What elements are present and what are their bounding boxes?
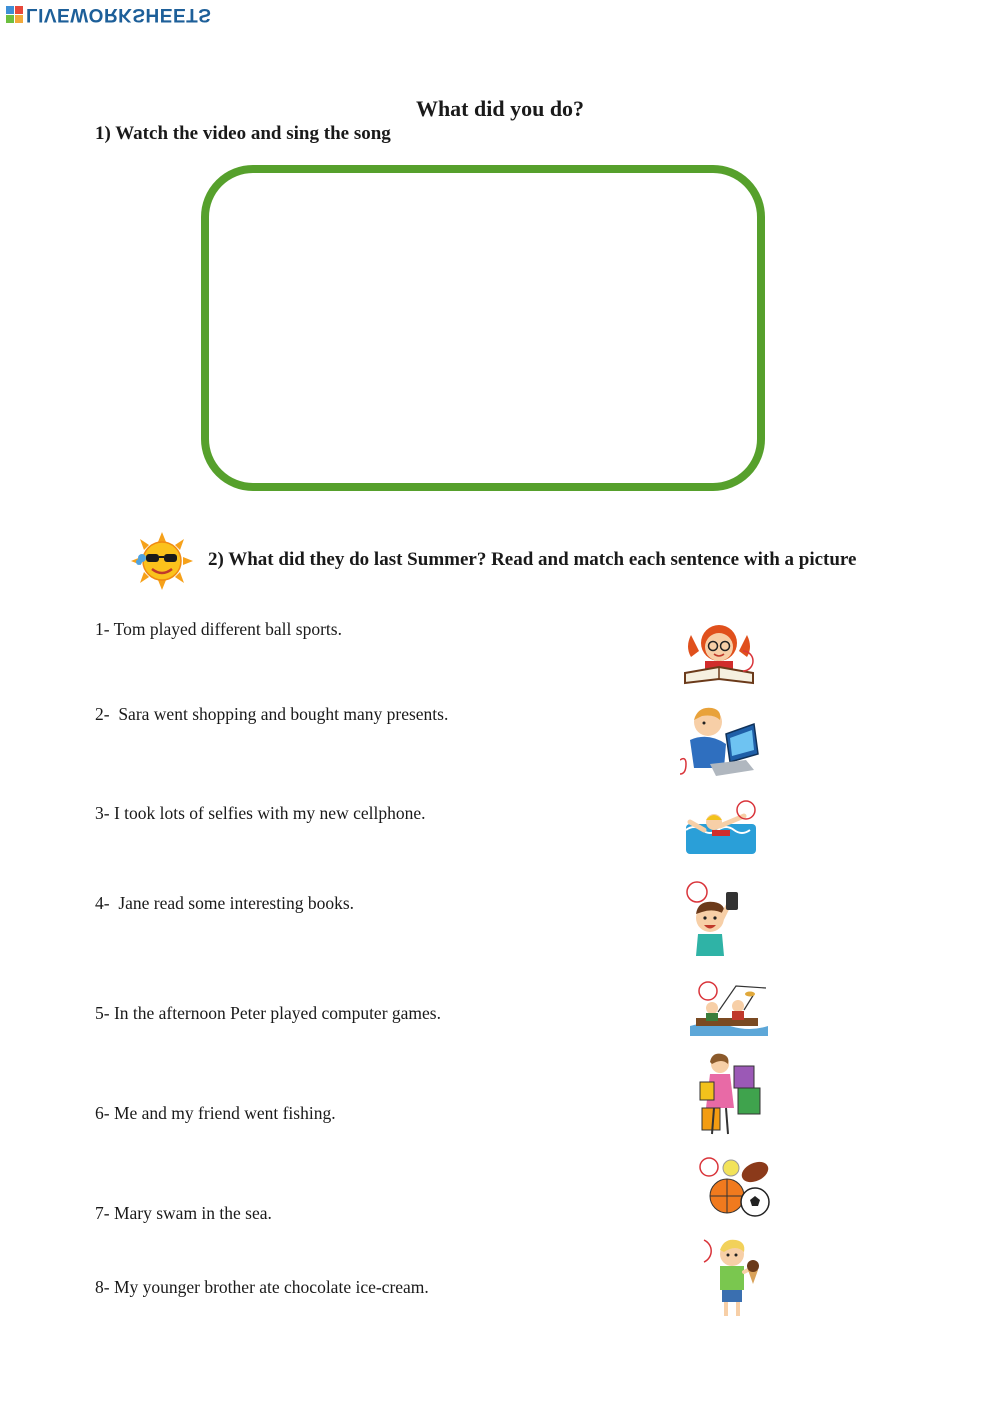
logo-text: LIVEWORKSHEETS [26, 4, 212, 25]
sentence-7: 7- Mary swam in the sea. [95, 1203, 272, 1223]
picture-boy-computer [680, 704, 762, 780]
match-circle-1[interactable] [741, 649, 759, 673]
video-frame[interactable] [201, 165, 765, 491]
sun-icon [131, 532, 193, 590]
picture-boy-ice-cream [700, 1238, 764, 1318]
picture-boy-swimming [684, 800, 760, 858]
picture-girl-shopping [698, 1052, 762, 1136]
sentence-1: 1- Tom played different ball sports. [95, 619, 342, 639]
picture-sports-balls [697, 1156, 773, 1220]
page-title: What did you do? [415, 96, 585, 121]
logo-squares-icon [6, 6, 23, 23]
picture-friends-fishing [690, 980, 768, 1036]
sentence-3: 3- I took lots of selfies with my new cellphone. [95, 803, 426, 823]
liveworksheets-logo [6, 3, 211, 25]
sentence-8: 8- My younger brother ate chocolate ice-cream. [95, 1277, 429, 1297]
section-2-heading: 2) What did they do last Summer? Read and match each sentence with a picture [208, 549, 857, 570]
sentence-5: 5- In the afternoon Peter played computer games. [95, 1003, 441, 1023]
sentence-2: 2- Sara went shopping and bought many presents. [95, 704, 449, 724]
picture-boy-selfie [684, 880, 750, 958]
sentence-4: 4- Jane read some interesting books. [95, 893, 355, 913]
section-1-heading: 1) Watch the video and sing the song [95, 123, 391, 144]
sentence-6: 6- Me and my friend went fishing. [95, 1103, 336, 1123]
